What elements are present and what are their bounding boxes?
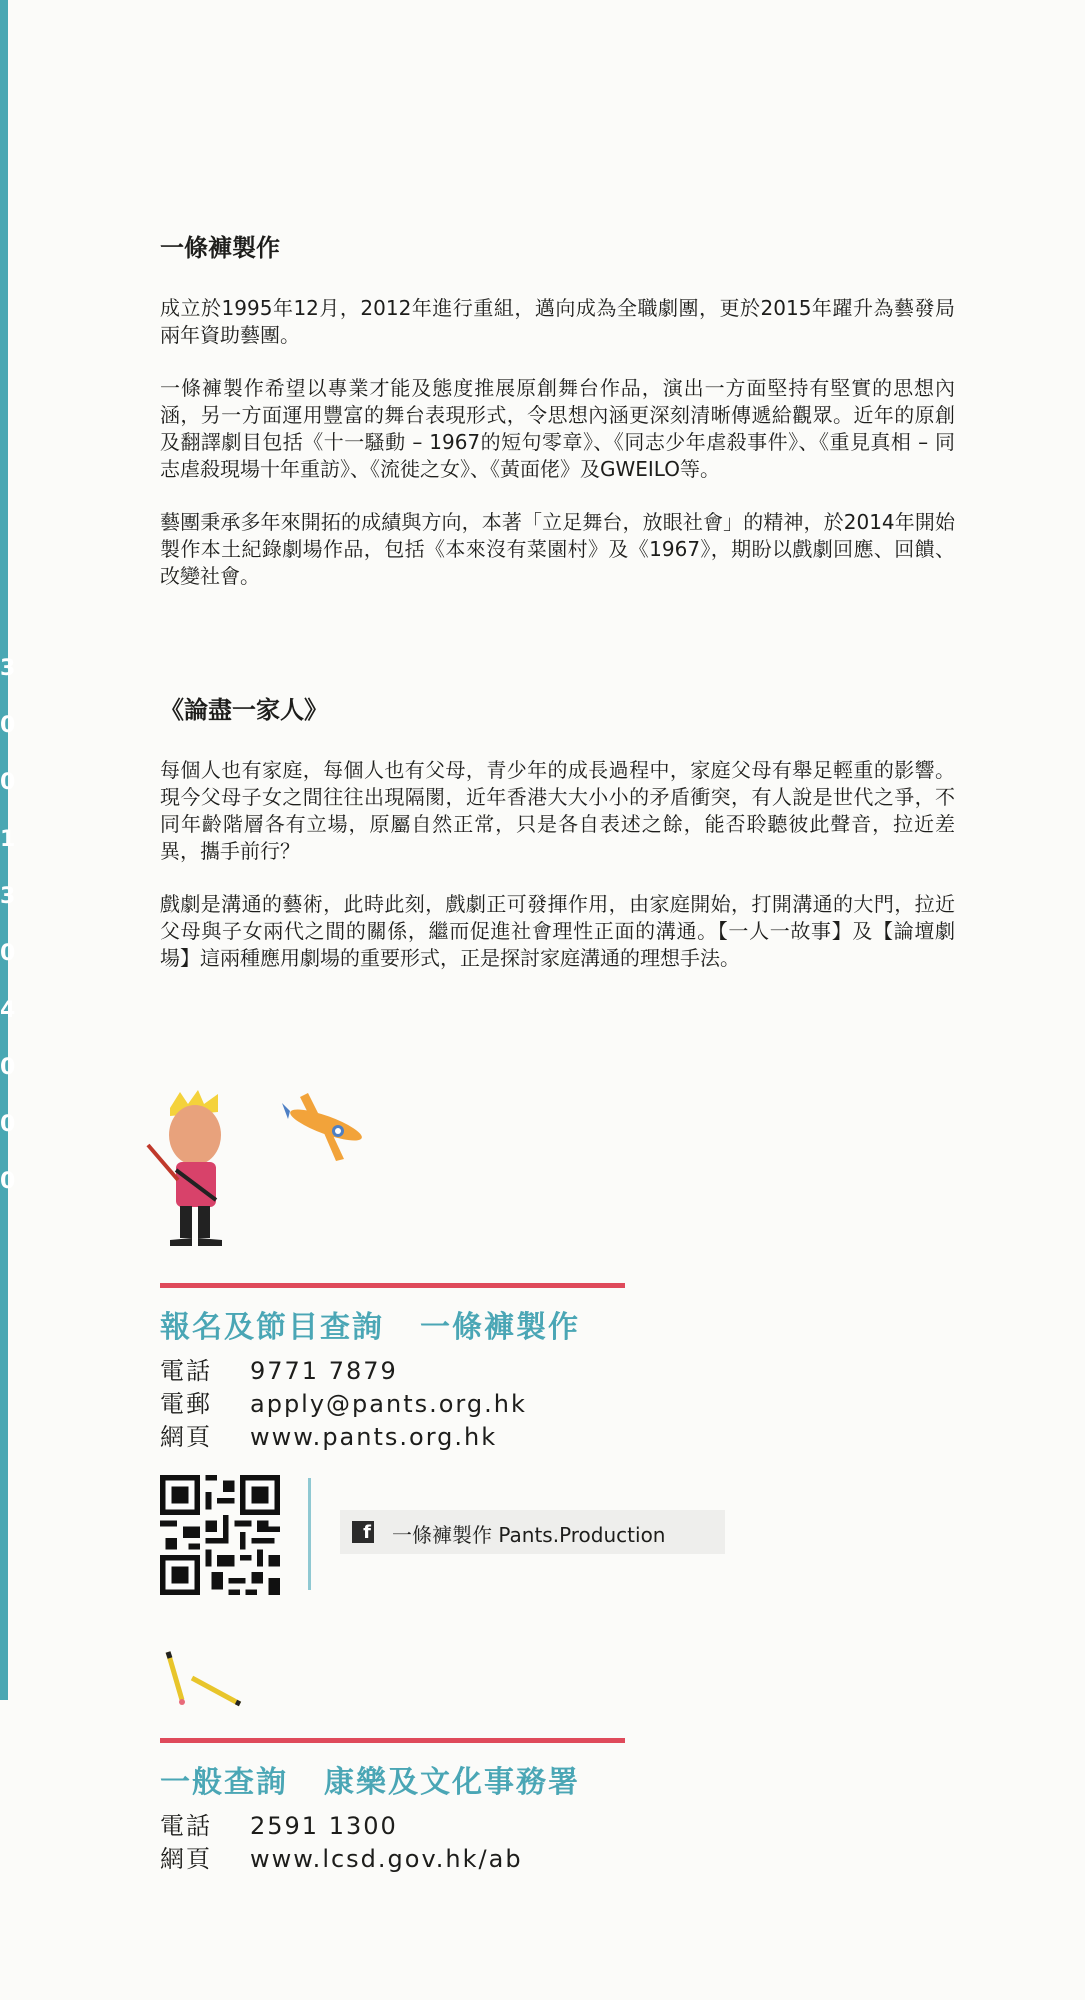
show-heading: 《論盡一家人》: [160, 696, 328, 724]
facebook-icon: f: [352, 1521, 374, 1543]
contact-value[interactable]: www.lcsd.gov.hk/ab: [250, 1845, 523, 1873]
contact-label: 網頁: [160, 1423, 212, 1451]
strip-digit: 3: [0, 884, 16, 909]
general-contact-list: [160, 1810, 523, 1876]
strip-digit: 0: [0, 1169, 16, 1194]
about-section: [160, 228, 955, 616]
strip-digit: 3: [0, 656, 16, 681]
general-title-right: 康樂及文化事務署: [324, 1765, 580, 1800]
about-paragraph: 成立於1995年12月，2012年進行重組，邁向成為全職劇團，更於2015年躍升為藝發局兩年資助藝團。: [160, 296, 955, 347]
contact-row-phone: [160, 1810, 523, 1843]
about-paragraph: 藝團秉承多年來開拓的成績與方向，本著「立足舞台，放眼社會」的精神，於2014年開始製作本土紀錄劇場作品，包括《本來沒有菜園村》及《1967》，期盼以戲劇回應、回饋、改變社會。: [160, 510, 955, 588]
strip-digit: 4: [0, 998, 16, 1023]
registration-contact-list: [160, 1355, 527, 1454]
pencils-illustration: [160, 1648, 250, 1708]
strip-digit: 0: [0, 713, 16, 738]
contact-value[interactable]: 2591 1300: [250, 1812, 398, 1840]
general-divider: [160, 1738, 625, 1743]
contact-label: 網頁: [160, 1845, 212, 1873]
contact-value[interactable]: apply@pants.org.hk: [250, 1390, 527, 1418]
contact-value[interactable]: www.pants.org.hk: [250, 1423, 498, 1451]
toy-plane-illustration: [278, 1085, 373, 1165]
left-color-strip: [0, 0, 16, 1700]
qr-code[interactable]: [160, 1475, 280, 1595]
show-section: [160, 690, 955, 998]
registration-divider: [160, 1283, 625, 1288]
contact-row-email: [160, 1388, 527, 1421]
qr-divider: [308, 1478, 311, 1590]
contact-label: 電郵: [160, 1390, 212, 1418]
registration-title-left: 報名及節目查詢: [160, 1310, 384, 1345]
registration-title-right: 一條褲製作: [420, 1310, 580, 1345]
contact-row-website: [160, 1843, 523, 1876]
strip-digit: 0: [0, 1112, 16, 1137]
strip-digit: 0: [0, 941, 16, 966]
about-paragraph: 一條褲製作希望以專業才能及態度推展原創舞台作品，演出一方面堅持有堅實的思想內涵，另一方面運用豐富的舞台表現形式，令思想內涵更深刻清晰傳遞給觀眾。近年的原創及翻譯劇目包括《十一騷動 – 1967的短句零章》、《同志少年虐殺事件》、《重見真相 – 同志虐殺現場十年重訪》、《流徙之女》、《黃面佬》及GWEILO等。: [160, 376, 955, 481]
general-title-left: 一般查詢: [160, 1765, 288, 1800]
contact-label: 電話: [160, 1812, 212, 1840]
strip-digits: [0, 640, 16, 1210]
contact-value[interactable]: 9771 7879: [250, 1357, 398, 1385]
strip-digit: 0: [0, 770, 16, 795]
facebook-link[interactable]: [340, 1510, 725, 1554]
contact-row-phone: [160, 1355, 527, 1388]
facebook-page-name: 一條褲製作 Pants.Production: [392, 1523, 666, 1547]
show-paragraph: 每個人也有家庭，每個人也有父母，青少年的成長過程中，家庭父母有舉足輕重的影響。現今父母子女之間往往出現隔閡，近年香港大大小小的矛盾衝突，有人說是世代之爭，不同年齡階層各有立場，原屬自然正常，只是各自表述之餘，能否聆聽彼此聲音，拉近差異，攜手前行？: [160, 758, 955, 863]
strip-digit: 1: [0, 827, 16, 852]
strip-digit: 0: [0, 1055, 16, 1080]
registration-title: [160, 1302, 580, 1346]
cartoon-person-illustration: [140, 1090, 250, 1250]
about-heading: 一條褲製作: [160, 234, 280, 262]
contact-row-website: [160, 1421, 527, 1454]
contact-label: 電話: [160, 1357, 212, 1385]
show-paragraph: 戲劇是溝通的藝術，此時此刻，戲劇正可發揮作用，由家庭開始，打開溝通的大門，拉近父母與子女兩代之間的關係，繼而促進社會理性正面的溝通。【一人一故事】及【論壇劇場】這兩種應用劇場的重要形式，正是探討家庭溝通的理想手法。: [160, 892, 955, 970]
general-title: [160, 1757, 580, 1801]
